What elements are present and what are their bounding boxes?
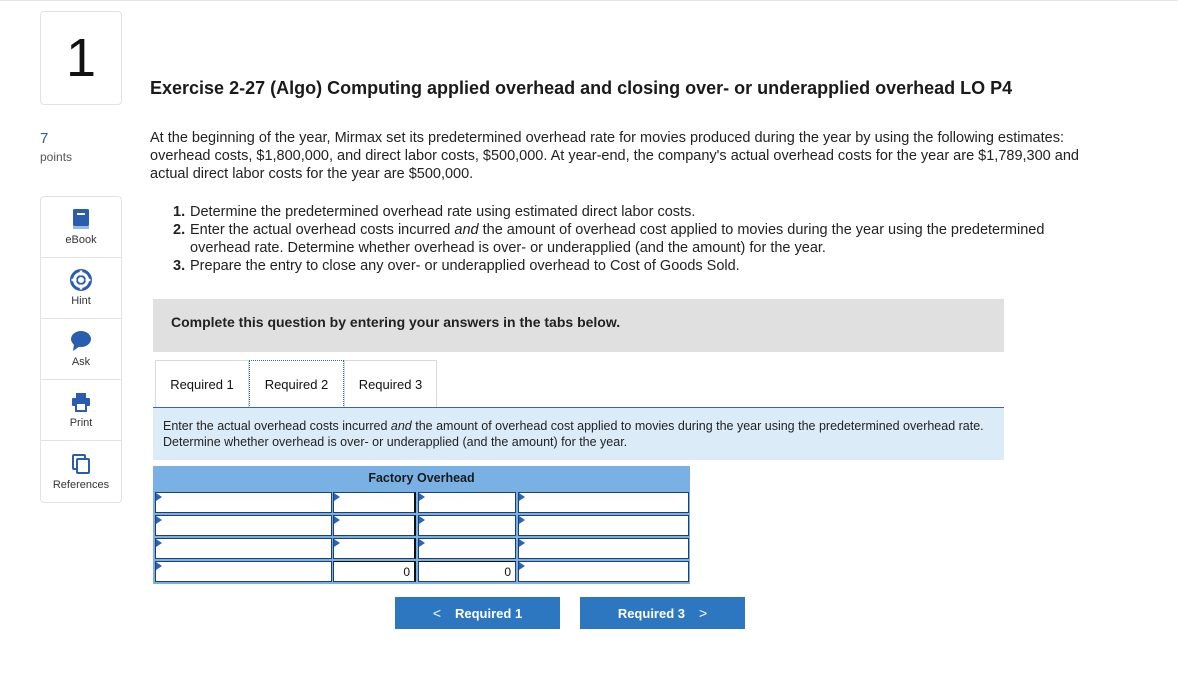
tab-required-3[interactable]: Required 3 — [344, 360, 437, 408]
total-debit-label-input[interactable] — [155, 561, 332, 582]
credit-account-input[interactable] — [518, 538, 689, 559]
total-credit-value: 0 — [418, 561, 516, 582]
chevron-right-icon: > — [699, 605, 708, 621]
question-number: 1 — [65, 28, 97, 88]
complete-banner: Complete this question by entering your answers in the tabs below. — [153, 299, 1004, 352]
dropdown-flag-icon — [519, 562, 525, 570]
table-row-total — [153, 559, 690, 582]
requirement-item: 2. Enter the actual overhead costs incurred and the amount of overhead cost applied to movies during the year using the predetermined overhead rate. Determine whether overhead is over- or underapplied (and the amount) for the year. — [173, 222, 1045, 256]
speech-bubble-icon — [70, 330, 92, 352]
prev-required-button[interactable]: < Required 1 — [395, 597, 560, 629]
ask-button[interactable]: Ask — [41, 319, 121, 380]
points-label: points — [40, 150, 73, 164]
table-row — [153, 490, 690, 513]
debit-amount-input[interactable] — [333, 492, 416, 513]
printer-icon — [70, 391, 92, 413]
debit-amount-input[interactable] — [333, 515, 416, 536]
dropdown-flag-icon — [519, 516, 525, 524]
tab-required-1[interactable]: Required 1 — [155, 360, 249, 408]
debit-account-input[interactable] — [155, 492, 332, 513]
requirement-item: 3. Prepare the entry to close any over- or underapplied overhead to Cost of Goods Sold. — [173, 258, 740, 274]
credit-amount-input[interactable] — [418, 492, 516, 513]
debit-amount-input[interactable] — [333, 538, 416, 559]
credit-account-input[interactable] — [518, 492, 689, 513]
ebook-button[interactable]: eBook — [41, 197, 121, 258]
top-divider — [0, 0, 1178, 1]
dropdown-flag-icon — [156, 516, 162, 524]
exercise-intro: At the beginning of the year, Mirmax set its predetermined overhead rate for movies produced during the year by using the following estimates: overhead costs, $1,800,000, and direct labor costs, $500,000. At year-end, the company's actual overhead costs for the year are $1,789,300 and actual direct labor costs for the year are $500,000. — [150, 130, 1079, 182]
chevron-left-icon: < — [432, 605, 441, 621]
tools-panel — [40, 196, 122, 503]
t-account-title: Factory Overhead — [153, 466, 690, 490]
requirements-list — [173, 203, 1053, 275]
dropdown-flag-icon — [334, 539, 340, 547]
dropdown-flag-icon — [334, 516, 340, 524]
total-credit-label-input[interactable] — [518, 561, 689, 582]
dropdown-flag-icon — [519, 493, 525, 501]
dropdown-flag-icon — [156, 493, 162, 501]
dropdown-flag-icon — [156, 562, 162, 570]
next-required-button[interactable]: Required 3 > — [580, 597, 745, 629]
points-value: 7 — [40, 130, 49, 147]
dropdown-flag-icon — [334, 493, 340, 501]
tab-bar — [155, 360, 437, 408]
debit-account-input[interactable] — [155, 515, 332, 536]
lifebuoy-icon — [70, 269, 92, 291]
table-row — [153, 536, 690, 559]
total-debit-value: 0 — [333, 561, 416, 582]
question-number-box — [40, 11, 122, 105]
references-button[interactable]: References — [41, 441, 121, 502]
tab-required-2[interactable]: Required 2 — [249, 360, 344, 408]
dropdown-flag-icon — [156, 539, 162, 547]
dropdown-flag-icon — [419, 493, 425, 501]
book-icon — [71, 208, 91, 230]
t-account-table — [153, 466, 690, 584]
print-button[interactable]: Print — [41, 380, 121, 441]
table-row — [153, 513, 690, 536]
debit-account-input[interactable] — [155, 538, 332, 559]
credit-account-input[interactable] — [518, 515, 689, 536]
dropdown-flag-icon — [419, 539, 425, 547]
requirement-item: 1. Determine the predetermined overhead rate using estimated direct labor costs. — [173, 204, 696, 220]
documents-icon — [70, 453, 92, 475]
dropdown-flag-icon — [419, 516, 425, 524]
dropdown-flag-icon — [519, 539, 525, 547]
credit-amount-input[interactable] — [418, 538, 516, 559]
hint-button[interactable]: Hint — [41, 258, 121, 319]
credit-amount-input[interactable] — [418, 515, 516, 536]
t-account-bottom-border — [153, 582, 690, 584]
exercise-title: Exercise 2-27 (Algo) Computing applied overhead and closing over- or underapplied overhead LO P4 — [150, 78, 1013, 98]
tab-instructions: Enter the actual overhead costs incurred and the amount of overhead cost applied to movies during the year using the predetermined overhead rate. Determine whether overhead is over- or underapplied (and the amount) for the year. — [153, 408, 1004, 460]
